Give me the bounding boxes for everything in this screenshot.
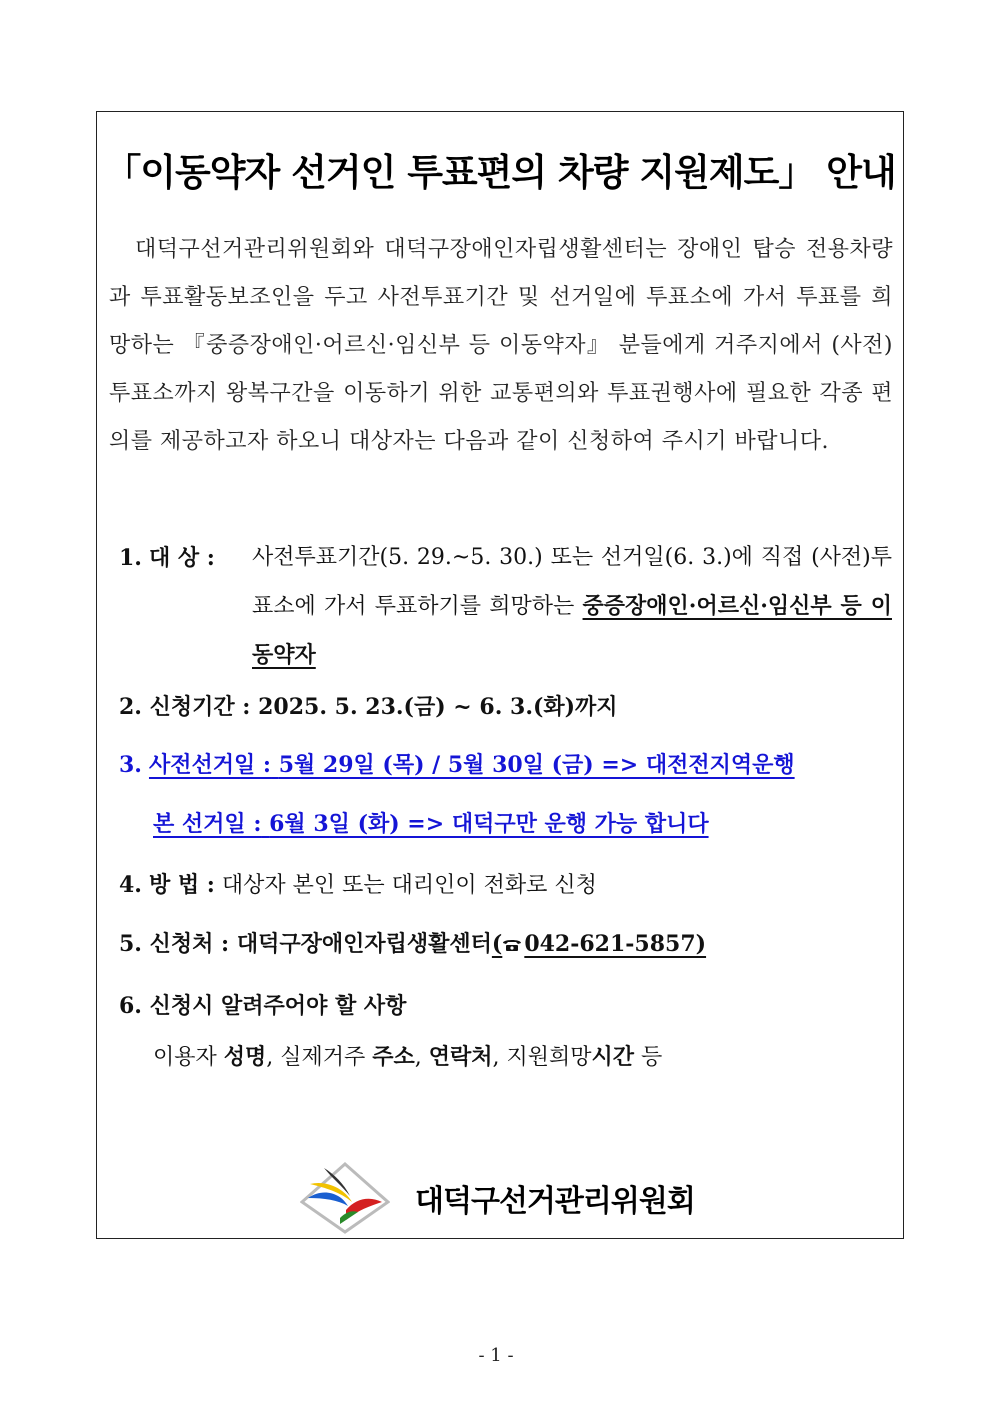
item-contact-org: 대덕구장애인자립생활센터 <box>236 931 492 957</box>
footer-org-name: 대덕구선거관리위원회 <box>415 1184 695 1219</box>
item-method-label: 방 법 : <box>148 872 215 898</box>
item-method: 4. 방 법 : 대상자 본인 또는 대리인이 전화로 신청 <box>119 872 597 898</box>
item-notice-detail: 이용자 성명, 실제거주 주소, 연락처, 지원희망시간 등 <box>153 1044 663 1070</box>
item-notice: 6. 신청시 알려주어야 할 사항 <box>119 993 407 1019</box>
item-schedule-line2: 본 선거일 : 6월 3일 (화) => 대덕구만 운행 가능 합니다 <box>153 811 709 837</box>
item-schedule: 3. 사전선거일 : 5월 29일 (목) / 5월 30일 (금) => 대전전지역운행 <box>119 752 795 778</box>
item-method-text: 대상자 본인 또는 대리인이 전화로 신청 <box>221 873 597 898</box>
page-number: - 1 - <box>478 1345 514 1366</box>
item-contact: 5. 신청처 : 대덕구장애인자립생활센터( 042-621-5857) <box>119 931 707 957</box>
item-target-label: 대 상 : <box>148 545 215 571</box>
item-contact-label: 신청처 : <box>149 931 230 957</box>
item-target: 1. 대 상 : 사전투표기간(5. 29.~5. 30.) 또는 선거일(6. 3.)에 직접 (사전)투표소에 가서 투표하기를 희망하는 중증장애인·어르신·임신부 등 이동약자 <box>119 545 892 668</box>
item-schedule-line1: 사전선거일 : 5월 29일 (목) / 5월 30일 (금) => 대전전지역운행 <box>148 752 795 778</box>
item-period-text: 2025. 5. 23.(금) ~ 6. 3.(화)까지 <box>258 694 618 720</box>
notice-frame <box>96 111 904 1239</box>
item-notice-label: 신청시 알려주어야 할 사항 <box>149 993 407 1019</box>
item-period: 2. 신청기간 : 2025. 5. 23.(금) ~ 6. 3.(화)까지 <box>119 694 618 720</box>
phone-icon <box>502 938 522 952</box>
item-contact-phone: ( 042-621-5857) <box>491 931 707 957</box>
intro-paragraph: 대덕구선거관리위원회와 대덕구장애인자립생활센터는 장애인 탑승 전용차량과 투표활동보조인을 두고 사전투표기간 및 선거일에 투표소에 가서 투표를 희망하는 『중증장애인·어르신·임신부 등 이동약자』 분들에게 거주지에서 (사전)투표소까지 왕복구간을 이동하기 위한 교통편의와 투표권행사에 필요한 각종 편의를 제공하고자 하오니 대상자는 다음과 같이 신청하여 주시기 바랍니다. <box>109 237 893 454</box>
item-period-label: 신청기간 : <box>149 694 251 720</box>
page-title: 「이동약자 선거인 투표편의 차량 지원제도」 안내 <box>104 151 896 194</box>
item-target-emphasis: 중증장애인·어르신·임신부 등 이동약자 <box>252 593 892 668</box>
election-commission-logo-icon <box>300 1162 390 1234</box>
item-target-text: 사전투표기간(5. 29.~5. 30.) 또는 선거일(6. 3.)에 직접 (사전)투표소에 가서 투표하기를 희망하는 <box>252 545 892 619</box>
